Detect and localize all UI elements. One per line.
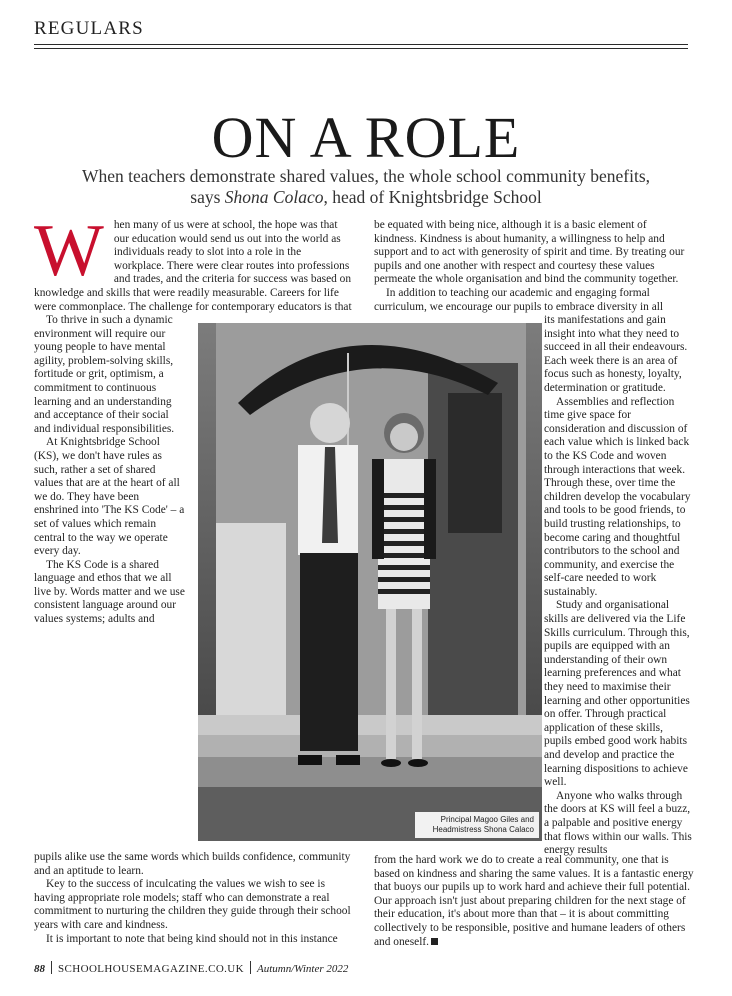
closing-text: from the hard work we do to create a real community, one that is based on kindness and sharing the same values. It is a fantastic energy that buoys our pupils up to work hard and achieve their full potential. Our approach isn't just about preparing children for the next stage of their education, it's about more than that – it is about committing collectively to be responsible, positive and humane leaders of others and oneself. bbox=[374, 854, 694, 948]
standfirst bbox=[80, 166, 652, 208]
body-paragraph: To thrive in such a dynamic environment will require our young people to have mental agility, problem-solving skills, fortitude or grit, optimism, a commitment to continuous learning and an understanding and acceptance of their social and individual responsibilities. bbox=[34, 314, 175, 435]
body-paragraph: It is important to note that being kind should not in this instance bbox=[46, 932, 338, 945]
body-paragraph bbox=[374, 854, 694, 949]
body-paragraph: In addition to teaching our academic and engaging formal curriculum, we encourage our pupils to embrace diversity in all bbox=[374, 286, 664, 313]
page-number: 88 bbox=[34, 963, 45, 975]
left-flow bbox=[34, 219, 352, 314]
drop-cap: W bbox=[34, 219, 104, 292]
body-paragraph: The KS Code is a shared language and ethos that we all live by. Words matter and we use consistent language around our values systems; adults and bbox=[34, 558, 185, 626]
opening-paragraph bbox=[34, 219, 352, 314]
body-paragraph: be equated with being nice, although it is a basic element of kindness. Kindness is about humanity, a willingness to help and support and to act with generosity of spirit and time. By treating our pupils and one another with respect and courtesy these values permeate the whole organisation and bind the community together. bbox=[374, 219, 685, 286]
footer-divider bbox=[51, 961, 52, 974]
page-footer bbox=[34, 961, 348, 975]
body-paragraph: At Knightsbridge School (KS), we don't have rules as such, rather a set of shared values that are at the heart of all we do. They have been enshrined into 'The KS Code' – a set of values which remain central to the way we operate every day. bbox=[34, 436, 185, 558]
photo-illustration bbox=[198, 323, 542, 841]
left-column bbox=[34, 219, 352, 314]
opening-text: hen many of us were at school, the hope was that our education would send us out into the world as individuals ready to slot into a role in the workplace. There were clear routes into professions and trades, and the criteria for success was based on knowledge and skills that were readily measurable. Careers for life were commonplace. The challenge for contemporary educators is that bbox=[34, 219, 352, 313]
end-mark bbox=[431, 938, 438, 945]
body-paragraph: Key to the success of inculcating the values we wish to see is having appropriate role models; staff who can demonstrate a real commitment to nurturing the children they guide through their school years with care and kindness. bbox=[34, 878, 351, 931]
issue-date: Autumn/Winter 2022 bbox=[257, 963, 349, 975]
body-paragraph: Assemblies and reflection time give space for consideration and discussion of each value which is linked back to the KS Code and woven through interactions that week. Through these, over time the children develop the vocabulary and tools to be good friends, to build trusting relationships, to become caring and thoughtful contributors to the school and community, and exercise the self-care needed to work sustainably. bbox=[544, 395, 691, 598]
standfirst-author: Shona Colaco bbox=[224, 187, 324, 207]
footer-divider bbox=[250, 961, 251, 974]
header-rule-thin bbox=[34, 48, 688, 49]
headline: ON A ROLE bbox=[211, 105, 521, 170]
photo-caption: Principal Magoo Giles and Headmistress Shona Calaco bbox=[415, 812, 539, 838]
right-tail bbox=[374, 854, 694, 949]
article-photo bbox=[198, 323, 542, 841]
standfirst-text-end: , head of Knightsbridge School bbox=[323, 187, 542, 207]
left-flow-body bbox=[34, 314, 186, 840]
body-paragraph: Study and organisational skills are delivered via the Life Skills curriculum. Through this, pupils are equipped with an understanding of their own learning preferences and what they need to maximise their learning and other opportunities on offer. Through practical application of these skills, pupils embed good work habits and develop and practice the learning dispositions to achieve well. bbox=[544, 599, 690, 789]
left-tail bbox=[34, 851, 356, 946]
right-flow bbox=[544, 314, 692, 858]
body-paragraph: its manifestations and gain insight into what they need to succeed in all their endeavours. Each week there is an area of focus such as honesty, loyalty, determination or gratitude. bbox=[544, 314, 688, 394]
standfirst-text: When teachers demonstrate shared values, the whole school community benefits, says bbox=[81, 166, 651, 207]
magazine-url: SCHOOLHOUSEMAGAZINE.CO.UK bbox=[58, 963, 244, 975]
body-paragraph: pupils alike use the same words which builds confidence, community and an aptitude to learn. bbox=[34, 851, 351, 877]
header-rule bbox=[34, 44, 688, 45]
section-label: REGULARS bbox=[34, 18, 144, 39]
right-top bbox=[374, 219, 692, 314]
body-paragraph: Anyone who walks through the doors at KS will feel a buzz, a palpable and positive energy that flows within our walls. This energy results bbox=[544, 789, 692, 857]
